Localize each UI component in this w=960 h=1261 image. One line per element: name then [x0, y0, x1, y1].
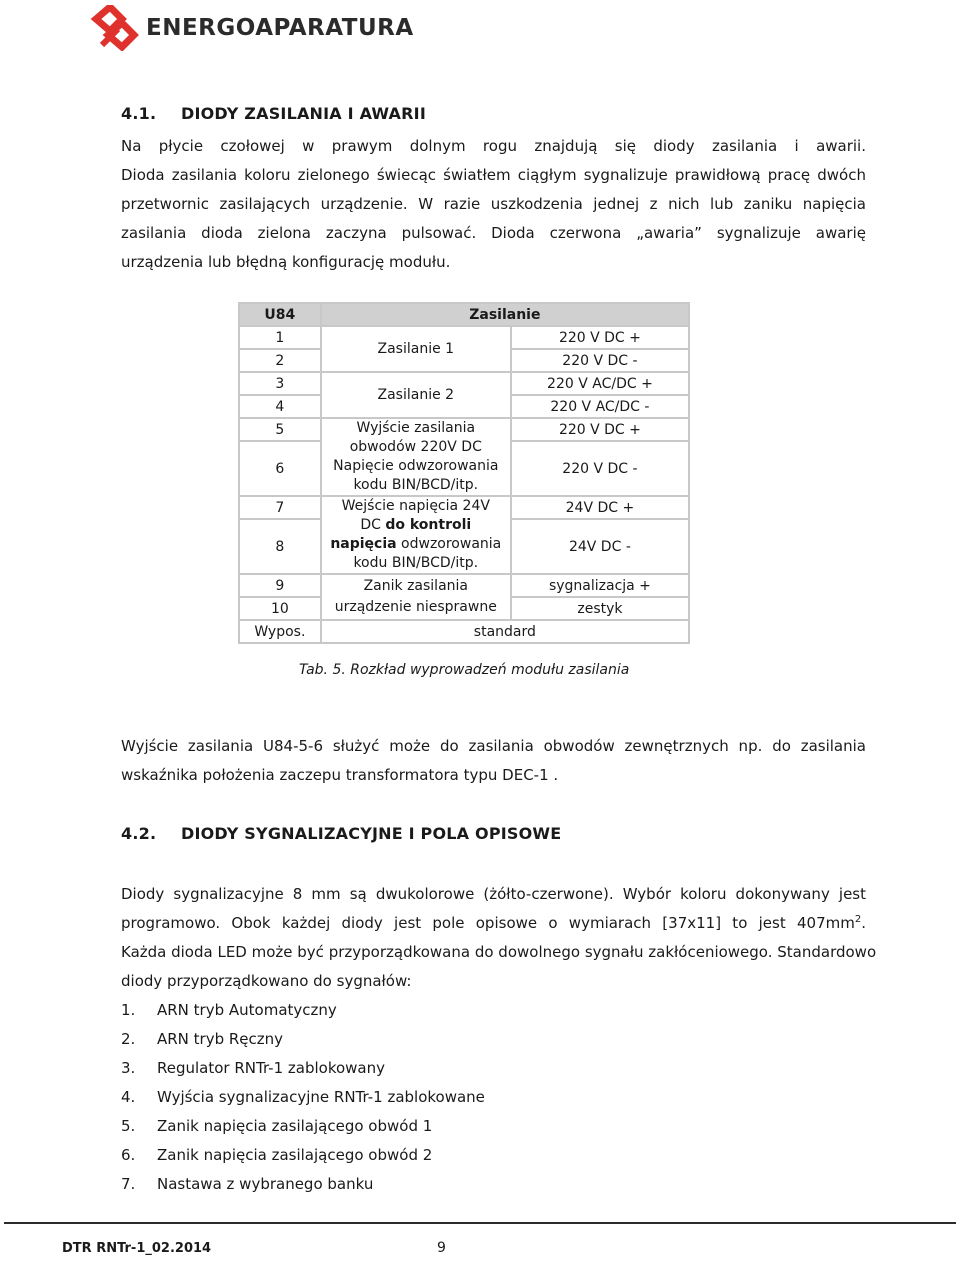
- group-text: odwzorowania: [396, 536, 502, 552]
- value-cell: 24V DC -: [511, 519, 689, 574]
- pin-cell: 7: [239, 496, 321, 519]
- paragraph-line: zasilania dioda zielona zaczyna pulsować. Dioda czerwona „awaria” sygnalizuje awarię: [121, 224, 866, 242]
- list-label: Zanik napięcia zasilającego obwód 1: [157, 1117, 433, 1135]
- value-cell: 24V DC +: [511, 496, 689, 519]
- list-number: 1.: [121, 1001, 136, 1019]
- group-cell: [321, 418, 511, 496]
- paragraph-line: diody przyporządkowano do sygnałów:: [121, 972, 412, 990]
- signal-list: [121, 996, 485, 1199]
- list-label: Zanik napięcia zasilającego obwód 2: [157, 1146, 433, 1164]
- list-item: [121, 996, 485, 1025]
- group-line: kodu BIN/BCD/itp.: [353, 555, 479, 571]
- pin-cell: 10: [239, 597, 321, 620]
- section-title: DIODY ZASILANIA I AWARII: [181, 104, 426, 123]
- paragraph-text: .: [861, 914, 866, 932]
- group-cell: [321, 574, 511, 620]
- list-item: [121, 1112, 485, 1141]
- group-line: [322, 535, 510, 554]
- paragraph-line: Na płycie czołowej w prawym dolnym rogu znajdują się diody zasilania i awarii.: [121, 137, 866, 155]
- list-item: [121, 1083, 485, 1112]
- table-footer-row: [239, 620, 689, 643]
- pin-cell: 4: [239, 395, 321, 418]
- document-id: DTR RNTr-1_02.2014: [62, 1241, 212, 1256]
- section-4-1-paragraph: [121, 132, 866, 277]
- paragraph-line: Dioda zasilania koloru zielonego świecąc światłem ciągłym sygnalizuje prawidłową pracę dwóch: [121, 166, 866, 184]
- section-heading-4-2: [121, 824, 561, 843]
- value-cell: 220 V DC +: [511, 418, 689, 441]
- section-title: DIODY SYGNALIZACYJNE I POLA OPISOWE: [181, 824, 562, 843]
- pin-cell: 8: [239, 519, 321, 574]
- group-text: DC: [360, 517, 386, 533]
- list-label: Regulator RNTr-1 zablokowany: [157, 1059, 385, 1077]
- list-item: [121, 1170, 485, 1199]
- table-row: [239, 574, 689, 597]
- paragraph-line: [121, 909, 866, 938]
- value-cell: zestyk: [511, 597, 689, 620]
- table-row: [239, 418, 689, 441]
- paragraph-line: przetwornic zasilających urządzenie. W razie uszkodzenia jednej z nich lub zaniku napięcia: [121, 195, 866, 213]
- list-label: ARN tryb Automatyczny: [157, 1001, 337, 1019]
- list-item: [121, 1054, 485, 1083]
- list-number: 3.: [121, 1059, 136, 1077]
- list-item: [121, 1025, 485, 1054]
- pin-cell: 3: [239, 372, 321, 395]
- value-cell: 220 V AC/DC +: [511, 372, 689, 395]
- section-heading-4-1: [121, 104, 426, 123]
- table-caption: Tab. 5. Rozkład wyprowadzeń modułu zasilania: [299, 662, 630, 678]
- section-4-2-paragraph: [121, 880, 877, 996]
- value-cell: 220 V DC -: [511, 441, 689, 496]
- list-number: 7.: [121, 1175, 136, 1193]
- group-text-bold: do kontroli: [385, 517, 472, 533]
- list-label: Wyjścia sygnalizacyjne RNTr-1 zablokowane: [157, 1088, 485, 1106]
- pin-cell: 6: [239, 441, 321, 496]
- list-number: 6.: [121, 1146, 136, 1164]
- list-label: ARN tryb Ręczny: [157, 1030, 284, 1048]
- value-cell: 220 V DC +: [511, 326, 689, 349]
- pin-cell: 1: [239, 326, 321, 349]
- superscript: 2: [854, 914, 862, 925]
- group-line: [322, 516, 510, 535]
- paragraph-line: wskaźnika położenia zaczepu transformatora typu DEC-1 .: [121, 766, 559, 784]
- group-cell: Zasilanie 2: [321, 372, 511, 418]
- pin-cell: Wypos.: [239, 620, 321, 643]
- list-number: 4.: [121, 1088, 136, 1106]
- page-number: 9: [437, 1240, 446, 1256]
- list-item: [121, 1141, 485, 1170]
- output-paragraph: [121, 732, 866, 790]
- pinout-table: [238, 302, 690, 644]
- list-number: 2.: [121, 1030, 136, 1048]
- energoaparatura-logo-icon: [88, 5, 140, 51]
- paragraph-line: Wyjście zasilania U84-5-6 służyć może do zasilania obwodów zewnętrznych np. do zasilania: [121, 737, 866, 755]
- value-cell: standard: [321, 620, 689, 643]
- group-cell: [321, 496, 511, 574]
- pin-cell: 9: [239, 574, 321, 597]
- group-text-bold: napięcia: [330, 536, 397, 552]
- group-cell: Zasilanie 1: [321, 326, 511, 372]
- group-line: urządzenie niesprawne: [334, 599, 497, 615]
- company-logo: [88, 4, 414, 52]
- paragraph-line: Każda dioda LED może być przyporządkowana do dowolnego sygnału zakłóceniowego. Standardowo: [121, 943, 877, 961]
- group-line: Zanik zasilania: [363, 578, 468, 594]
- list-number: 5.: [121, 1117, 136, 1135]
- footer-rule: [4, 1222, 956, 1224]
- header-cell: Zasilanie: [321, 303, 689, 326]
- table-row: [239, 372, 689, 395]
- table-row: [239, 326, 689, 349]
- group-line: Napięcie odwzorowania: [333, 458, 499, 474]
- group-line: obwodów 220V DC: [349, 439, 482, 455]
- logo-wordmark: ENERGOAPARATURA: [146, 15, 414, 41]
- paragraph-line: Diody sygnalizacyjne 8 mm są dwukolorowe (żółto-czerwone). Wybór koloru dokonywany jest: [121, 885, 866, 903]
- pin-cell: 2: [239, 349, 321, 372]
- value-cell: sygnalizacja +: [511, 574, 689, 597]
- section-number: 4.2.: [121, 824, 157, 843]
- paragraph-text: programowo. Obok każdej diody jest pole opisowe o wymiarach [37x11] to jest 407mm: [121, 914, 855, 932]
- group-line: kodu BIN/BCD/itp.: [353, 477, 479, 493]
- paragraph-line: urządzenia lub błędną konfigurację modułu.: [121, 253, 451, 271]
- table-header-row: [239, 303, 689, 326]
- list-label: Nastawa z wybranego banku: [157, 1175, 374, 1193]
- pin-cell: 5: [239, 418, 321, 441]
- group-line: Wyjście zasilania: [356, 420, 476, 436]
- section-number: 4.1.: [121, 104, 157, 123]
- table-row: [239, 496, 689, 519]
- header-cell: U84: [239, 303, 321, 326]
- value-cell: 220 V AC/DC -: [511, 395, 689, 418]
- group-line: Wejście napięcia 24V: [341, 498, 490, 514]
- value-cell: 220 V DC -: [511, 349, 689, 372]
